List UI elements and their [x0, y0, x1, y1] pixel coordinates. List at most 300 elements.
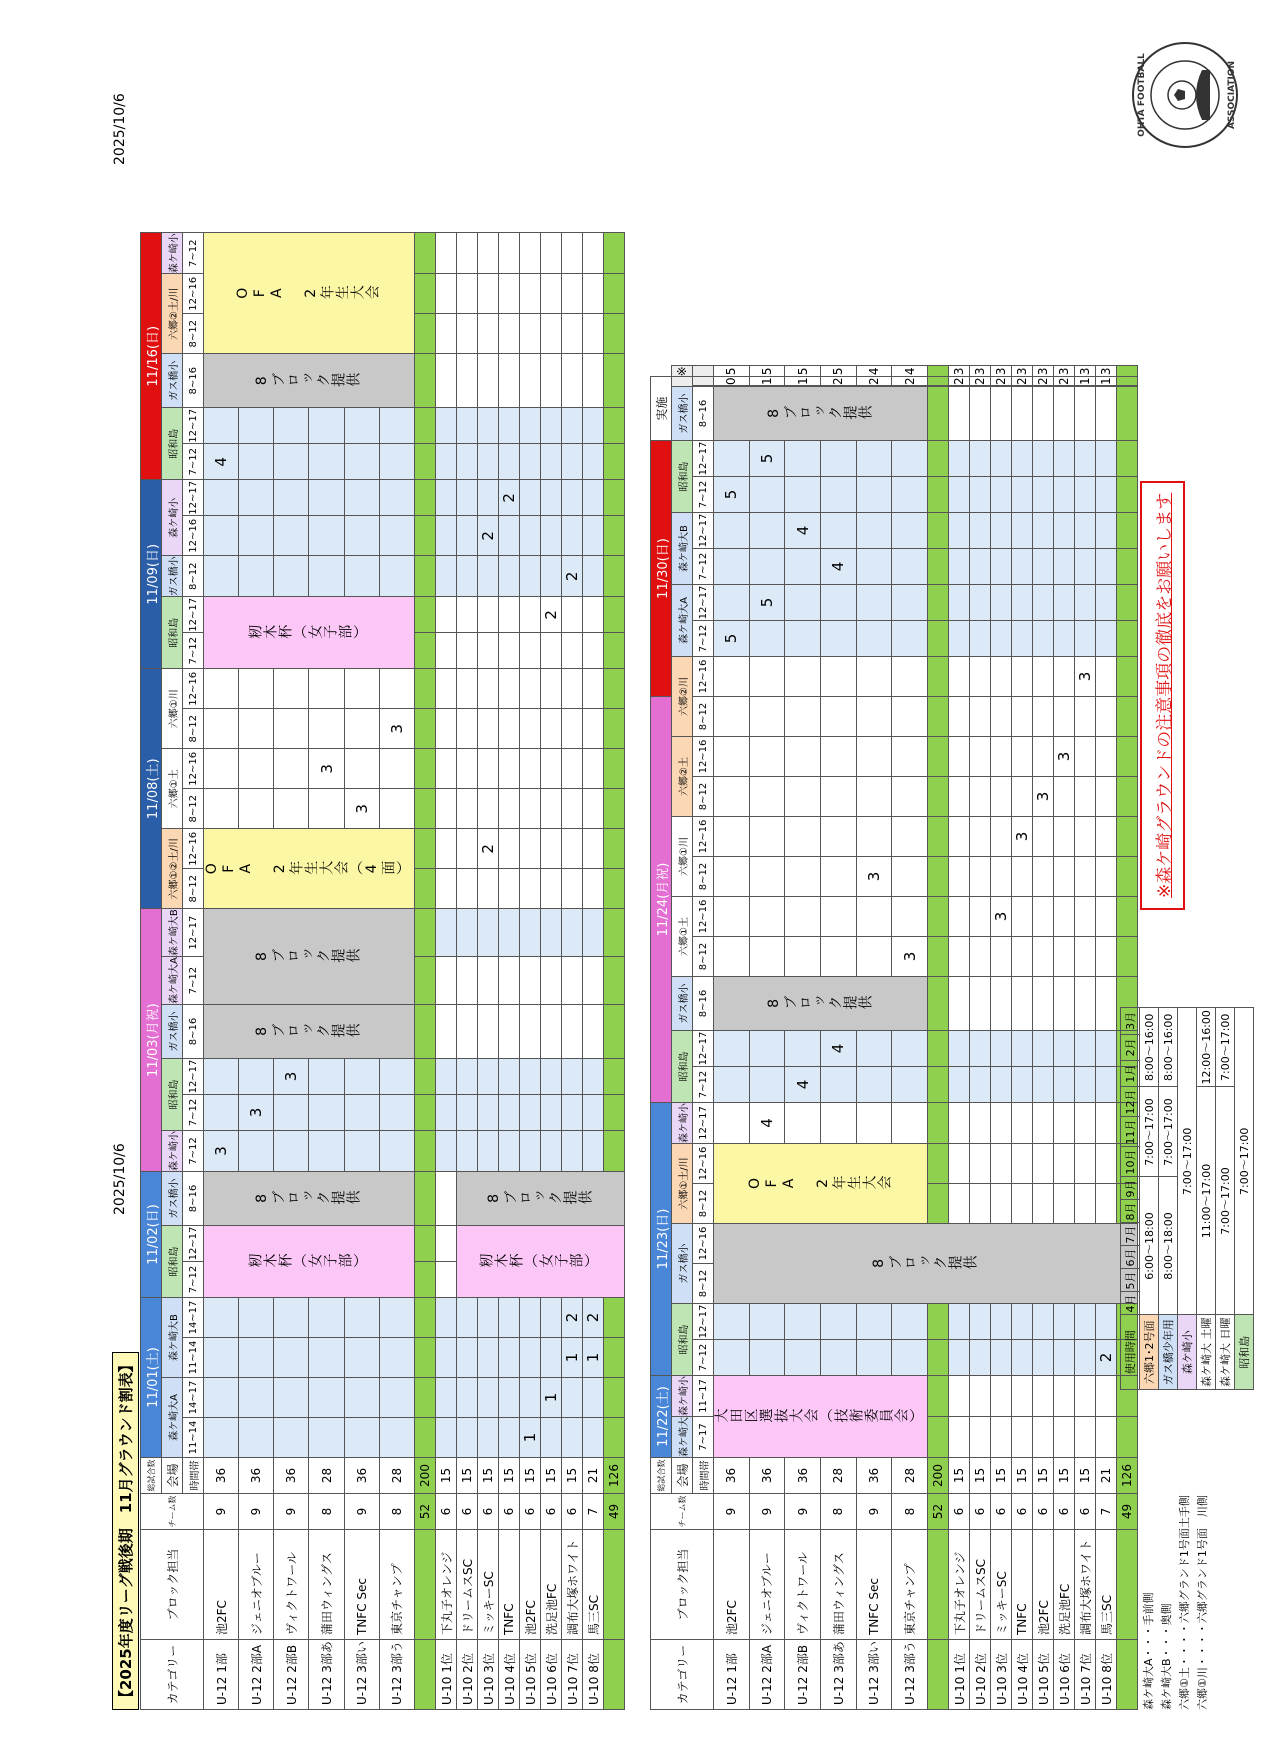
slot-cell — [949, 1417, 970, 1458]
slot-cell — [1012, 513, 1033, 549]
slot-cell — [970, 1304, 991, 1340]
block-assignment: 3 — [856, 857, 892, 897]
usage-venue: 六郷1･2号面 — [1140, 1315, 1159, 1390]
done-time — [693, 366, 714, 377]
slot-cell — [520, 480, 541, 516]
slot-cell — [520, 1131, 541, 1172]
slot-cell — [415, 408, 436, 444]
slot-cell — [928, 937, 949, 977]
slot-cell — [892, 897, 928, 937]
slot-cell — [604, 909, 625, 957]
slot-cell — [415, 1298, 436, 1338]
slot-cell — [478, 1338, 499, 1378]
slot-cell — [892, 441, 928, 477]
slot-cell — [583, 749, 604, 789]
slot-cell — [541, 829, 562, 869]
slot-cell — [541, 1131, 562, 1172]
slot-cell — [309, 1418, 344, 1458]
slot-cell — [457, 274, 478, 314]
slot-cell — [1033, 1340, 1054, 1376]
slot-cell — [604, 669, 625, 709]
slot-cell — [1054, 897, 1075, 937]
venue-name: ガス橋小 — [162, 556, 183, 597]
slot-cell — [892, 737, 928, 777]
slot-cell — [274, 444, 309, 480]
table-row — [1033, 366, 1054, 1710]
block-assignment: 3 — [1033, 777, 1054, 817]
done-cell — [749, 386, 785, 387]
time-slot: 7~12 — [183, 233, 204, 274]
slot-cell — [856, 1340, 892, 1376]
slot-cell — [604, 274, 625, 314]
slot-cell — [785, 897, 821, 937]
table-row — [892, 366, 928, 1710]
slots-cell: 28 — [379, 1458, 414, 1494]
slot-cell — [949, 817, 970, 857]
time-slot: 14~17 — [183, 1378, 204, 1418]
table-row — [436, 233, 457, 1710]
slot-cell — [478, 408, 499, 444]
slot-cell — [604, 789, 625, 829]
slot-cell — [1075, 1417, 1096, 1458]
category-header: カテゴリー — [141, 1640, 204, 1710]
slot-cell — [949, 857, 970, 897]
slot-cell — [415, 516, 436, 556]
block-team-cell: ジェニオブルー — [239, 1530, 274, 1640]
slot-cell — [785, 857, 821, 897]
slot-cell — [820, 1340, 856, 1376]
slot-cell — [562, 233, 583, 274]
slot-cell — [1012, 777, 1033, 817]
slot-cell — [1012, 1340, 1033, 1376]
block-assignment: 4 — [785, 1067, 821, 1103]
category-cell: U-10 5位 — [520, 1640, 541, 1710]
slot-cell — [949, 977, 970, 1031]
slot-cell — [749, 1340, 785, 1376]
slots-cell: 36 — [344, 1458, 379, 1494]
block-team-cell: ヴィクトワール — [785, 1530, 821, 1640]
slot-cell — [478, 597, 499, 633]
table-row — [991, 366, 1012, 1710]
slot-cell — [991, 477, 1012, 513]
slot-cell — [928, 817, 949, 857]
slot-cell — [1054, 1376, 1075, 1417]
slot-cell — [991, 1067, 1012, 1103]
slot-cell — [991, 1376, 1012, 1417]
slot-cell — [892, 549, 928, 585]
slot-cell — [928, 1144, 949, 1184]
slot-cell — [785, 697, 821, 737]
slot-cell — [499, 354, 520, 408]
slot-cell — [1054, 657, 1075, 697]
block-assignment: 4 — [820, 549, 856, 585]
slots-cell: 126 — [1117, 1458, 1138, 1494]
slot-cell — [928, 737, 949, 777]
slot-cell — [1033, 621, 1054, 657]
table-row — [499, 233, 520, 1710]
slot-cell — [820, 897, 856, 937]
slot-cell — [499, 556, 520, 597]
done-cell — [928, 366, 949, 377]
done-cell — [1012, 386, 1033, 387]
event-block — [457, 1226, 625, 1298]
team-count-cell: 6 — [1012, 1494, 1033, 1530]
time-slot: 7~12 — [183, 444, 204, 480]
slot-cell — [820, 621, 856, 657]
slot-cell — [562, 669, 583, 709]
slots-cell: 36 — [239, 1458, 274, 1494]
slot-cell — [928, 621, 949, 657]
usage-hours: 7:00～17:00 — [1159, 1087, 1178, 1177]
block-team-cell: TNFC Sec — [856, 1530, 892, 1640]
slot-cell — [1075, 937, 1096, 977]
usage-venue: 森ケ崎大 土曜 — [1197, 1315, 1216, 1390]
category-cell: U-10 1位 — [436, 1640, 457, 1710]
slot-cell — [928, 777, 949, 817]
table-row — [714, 366, 750, 1710]
table-row — [749, 366, 785, 1710]
usage-hours: 7:00～17:00 — [1216, 1087, 1235, 1315]
slot-cell — [379, 1378, 414, 1418]
slot-cell — [415, 233, 436, 274]
slot-cell — [991, 817, 1012, 857]
slot-cell — [949, 549, 970, 585]
block-team-cell: 東京チャンプ — [379, 1530, 414, 1640]
slots-cell: 28 — [820, 1458, 856, 1494]
slot-cell — [309, 408, 344, 444]
slot-cell — [436, 516, 457, 556]
slot-cell — [1033, 1184, 1054, 1224]
slot-cell — [499, 789, 520, 829]
event-label: 8ブロック提供 — [765, 405, 873, 422]
slot-cell — [714, 777, 750, 817]
slot-cell — [274, 516, 309, 556]
team-count-cell: 6 — [970, 1494, 991, 1530]
venue-name: 昭和島 — [162, 1059, 183, 1131]
footer-area — [1120, 20, 1280, 1710]
slot-cell — [344, 1298, 379, 1338]
venue-name: 森ケ崎小 — [162, 1131, 183, 1172]
slot-cell — [1054, 937, 1075, 977]
slot-cell — [714, 697, 750, 737]
slot-cell — [344, 1059, 379, 1095]
block-assignment: 2 — [1096, 1340, 1117, 1376]
slot-cell — [1096, 657, 1117, 697]
slot-cell — [562, 957, 583, 1005]
slot-cell — [970, 1184, 991, 1224]
slot-cell — [520, 354, 541, 408]
slot-cell — [457, 233, 478, 274]
slot-cell — [562, 1131, 583, 1172]
done-cell — [1054, 386, 1075, 387]
slots-cell: 15 — [991, 1458, 1012, 1494]
slot-cell — [457, 480, 478, 516]
slot-cell — [1012, 937, 1033, 977]
slot-cell — [204, 480, 239, 516]
slot-cell — [949, 1067, 970, 1103]
slots-cell: 15 — [1012, 1458, 1033, 1494]
slot-cell — [1033, 1417, 1054, 1458]
slot-cell — [541, 408, 562, 444]
slot-cell — [1096, 697, 1117, 737]
slot-cell — [499, 633, 520, 669]
slot-cell — [499, 909, 520, 957]
event-block — [204, 597, 415, 669]
block-team-cell: ドリームスSC — [970, 1530, 991, 1640]
done-cell: 3 — [1033, 366, 1054, 377]
slot-cell — [1012, 1144, 1033, 1184]
time-slot: 8~12 — [693, 1184, 714, 1224]
slot-cell — [457, 354, 478, 408]
slot-cell — [785, 1340, 821, 1376]
time-slot: 12~17 — [183, 909, 204, 957]
slot-cell — [991, 1184, 1012, 1224]
slot-cell — [204, 709, 239, 749]
slot-cell — [562, 314, 583, 354]
time-slot: 8~12 — [693, 697, 714, 737]
usage-hours: 8:00～16:00 — [1140, 1008, 1159, 1087]
venue-name: 森ケ崎大 — [672, 1417, 693, 1458]
slot-cell — [274, 408, 309, 444]
slot-cell — [820, 1067, 856, 1103]
slot-cell — [415, 1378, 436, 1418]
slot-cell — [1054, 977, 1075, 1031]
slot-cell — [1033, 1067, 1054, 1103]
table-row — [541, 233, 562, 1710]
slot-cell — [1033, 737, 1054, 777]
slots-cell: 15 — [520, 1458, 541, 1494]
block-assignment: 5 — [714, 477, 750, 513]
slot-cell — [379, 789, 414, 829]
slot-cell — [1096, 1031, 1117, 1067]
slot-cell — [344, 749, 379, 789]
slot-cell — [949, 1184, 970, 1224]
done-cell: 3 — [991, 366, 1012, 377]
slot-cell — [604, 1095, 625, 1131]
slot-cell — [714, 937, 750, 977]
done-cell: 2 — [1054, 377, 1075, 386]
slot-cell — [520, 1298, 541, 1338]
slot-cell — [1033, 477, 1054, 513]
slot-cell — [1096, 549, 1117, 585]
done-cell: 2 — [949, 377, 970, 386]
slot-cell — [928, 897, 949, 937]
team-count-cell: 8 — [379, 1494, 414, 1530]
slot-cell — [478, 480, 499, 516]
slot-cell — [499, 709, 520, 749]
slot-cell — [436, 1338, 457, 1378]
block-team-cell: TNFC — [499, 1530, 520, 1640]
event-label: 籾木杯（女子部） — [247, 1253, 368, 1270]
slot-cell — [379, 1059, 414, 1095]
slot-cell — [436, 1005, 457, 1059]
slot-cell — [749, 477, 785, 513]
block-team-cell: TNFC Sec — [344, 1530, 379, 1640]
slot-cell — [749, 513, 785, 549]
slot-cell — [856, 1031, 892, 1067]
time-slot: 12~17 — [693, 513, 714, 549]
slot-cell — [583, 408, 604, 444]
slot-cell — [344, 1131, 379, 1172]
slot-cell — [478, 909, 499, 957]
slot-cell — [785, 1304, 821, 1340]
block-team-cell: 下丸子オレンジ — [949, 1530, 970, 1640]
slot-cell — [604, 1338, 625, 1378]
block-team-cell — [928, 1530, 949, 1640]
slot-cell — [379, 1338, 414, 1378]
time-slot: 8~12 — [693, 937, 714, 977]
time-slot: 7~12 — [183, 633, 204, 669]
slot-cell — [749, 857, 785, 897]
done-cell: 5 — [714, 366, 750, 377]
team-count-cell: 6 — [1033, 1494, 1054, 1530]
block-team-cell: 洗足池FC — [1054, 1530, 1075, 1640]
block-assignment: 3 — [892, 937, 928, 977]
slot-cell — [604, 1298, 625, 1338]
slots-cell: 15 — [478, 1458, 499, 1494]
slot-cell — [344, 556, 379, 597]
slot-cell — [541, 480, 562, 516]
slot-cell — [604, 597, 625, 633]
slot-cell — [1075, 387, 1096, 441]
table-row — [1075, 366, 1096, 1710]
slot-cell — [1012, 697, 1033, 737]
slot-cell — [1054, 513, 1075, 549]
slot-cell — [714, 857, 750, 897]
slot-cell — [1054, 621, 1075, 657]
slot-cell — [436, 829, 457, 869]
usage-hours: 7:00～17:00 — [1140, 1087, 1159, 1177]
slot-cell — [562, 274, 583, 314]
slot-cell — [204, 1338, 239, 1378]
usage-venue: 森ケ崎大 日曜 — [1216, 1315, 1235, 1390]
slot-cell — [436, 354, 457, 408]
slot-cell — [928, 1031, 949, 1067]
event-block — [714, 1144, 928, 1224]
venue-name: 森ケ崎小 — [672, 1376, 693, 1417]
time-header: 時間帯 — [693, 1458, 714, 1494]
slot-cell — [949, 513, 970, 549]
block-team-cell: 調布大塚ホワイト — [562, 1530, 583, 1640]
slot-cell — [749, 657, 785, 697]
slot-cell — [520, 669, 541, 709]
date-stamp-right: 2025/10/6 — [112, 93, 128, 165]
team-count-cell: 6 — [436, 1494, 457, 1530]
month-label: 4月 — [1121, 1292, 1140, 1315]
slot-cell — [1054, 1103, 1075, 1144]
time-slot: 12~16 — [693, 1224, 714, 1264]
time-slot: 8~12 — [183, 314, 204, 354]
usage-venue: 森ケ崎小 — [1178, 1315, 1197, 1390]
slot-cell — [856, 585, 892, 621]
venue-name: 六郷①②土/川 — [162, 829, 183, 909]
slot-cell — [1054, 549, 1075, 585]
slot-cell — [436, 957, 457, 1005]
slot-cell — [714, 1067, 750, 1103]
slot-cell — [1096, 621, 1117, 657]
slot-cell — [415, 354, 436, 408]
usage-hours: 7:00～17:00 — [1178, 1008, 1197, 1315]
block-assignment: 3 — [991, 897, 1012, 937]
month-label: 1月 — [1121, 1061, 1140, 1087]
slot-cell — [714, 585, 750, 621]
slot-cell — [436, 444, 457, 480]
team-count-cell: 9 — [856, 1494, 892, 1530]
slot-cell — [520, 233, 541, 274]
month-label: 6月 — [1121, 1246, 1140, 1269]
venue-name: 六郷②土 — [672, 737, 693, 817]
slot-cell — [1096, 857, 1117, 897]
slot-cell — [478, 749, 499, 789]
slot-cell — [749, 1067, 785, 1103]
slot-cell — [344, 1378, 379, 1418]
block-assignment: 4 — [204, 444, 239, 480]
slot-cell — [1075, 1031, 1096, 1067]
slot-cell — [749, 817, 785, 857]
category-cell: U-12 2部B — [785, 1640, 821, 1710]
slot-cell — [970, 777, 991, 817]
slot-cell — [1054, 857, 1075, 897]
time-slot: 12~17 — [183, 480, 204, 516]
slot-cell — [749, 937, 785, 977]
slot-cell — [436, 869, 457, 909]
slot-cell — [478, 1005, 499, 1059]
time-slot: 7~12 — [183, 1131, 204, 1172]
slot-cell — [436, 480, 457, 516]
slot-cell — [541, 789, 562, 829]
slot-cell — [239, 480, 274, 516]
slot-cell — [520, 869, 541, 909]
slot-cell — [239, 789, 274, 829]
slots-cell: 36 — [749, 1458, 785, 1494]
time-slot: 8~12 — [183, 789, 204, 829]
block-assignment: 5 — [749, 441, 785, 477]
done-cell: 1 — [749, 377, 785, 386]
venue-name: ガス橋小 — [672, 977, 693, 1031]
slot-cell — [541, 749, 562, 789]
slot-cell — [415, 556, 436, 597]
slot-cell — [1012, 387, 1033, 441]
time-slot: 12~16 — [183, 829, 204, 869]
slot-cell — [309, 1059, 344, 1095]
slot-cell — [583, 1059, 604, 1095]
slot-cell — [1096, 937, 1117, 977]
block-team-cell: ミッキーSC — [478, 1530, 499, 1640]
table-row — [204, 233, 239, 1710]
venue-name: 森ケ崎小 — [672, 1103, 693, 1144]
slot-cell — [785, 777, 821, 817]
slot-cell — [457, 1131, 478, 1172]
slots-cell: 28 — [892, 1458, 928, 1494]
slot-cell — [1054, 387, 1075, 441]
slot-cell — [949, 1103, 970, 1144]
slot-cell — [436, 633, 457, 669]
slot-cell — [520, 1378, 541, 1418]
slot-cell — [970, 737, 991, 777]
time-slot: 8~12 — [693, 1264, 714, 1304]
event-label: 8ブロック提供 — [254, 948, 361, 965]
slot-cell — [499, 274, 520, 314]
slot-cell — [892, 857, 928, 897]
done-cell — [1033, 386, 1054, 387]
slot-cell — [415, 597, 436, 633]
category-cell: U-10 5位 — [1033, 1640, 1054, 1710]
slot-cell — [991, 585, 1012, 621]
done-cell — [991, 386, 1012, 387]
slot-cell — [562, 789, 583, 829]
svg-text:ASSOCIATION: ASSOCIATION — [1227, 60, 1237, 130]
date-header: 11/02(日) — [141, 1172, 162, 1298]
